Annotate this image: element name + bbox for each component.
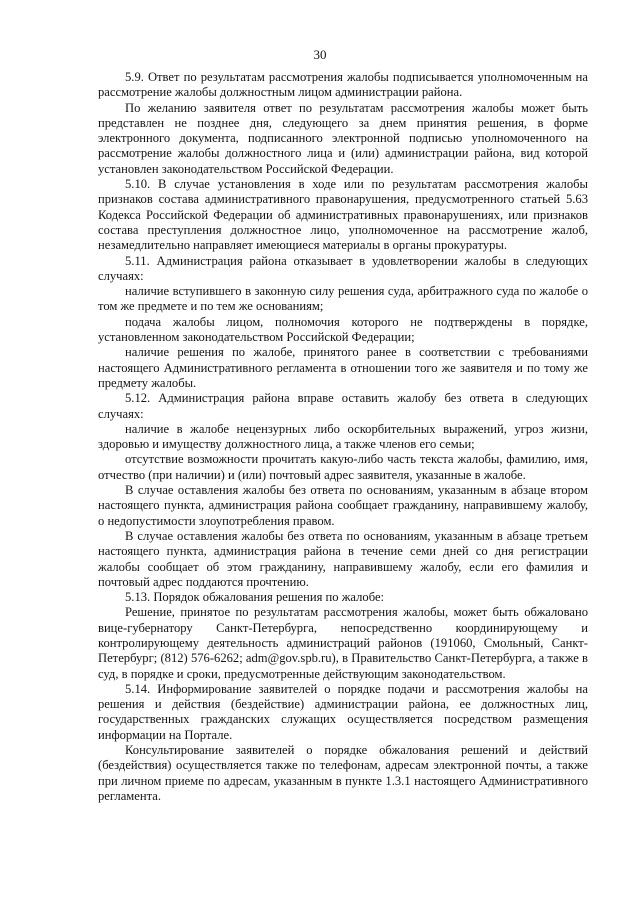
paragraph-refusal-prior-decision: наличие решения по жалобе, принятого ранее в соответствии с требованиями настоящего Административного регламента в отношении того же заявителя и по тому же предмету жалобы. (98, 345, 588, 390)
paragraph-refusal-court-decision: наличие вступившего в законную силу решения суда, арбитражного суда по жалобе о том же предмете и по тем же основаниям; (98, 284, 588, 314)
paragraph-abuse-of-right-notice: В случае оставления жалобы без ответа по основаниям, указанным в абзаце втором настоящего пункта, администрация района сообщает гражданину, направившему жалобу, о недопустимости злоупотребления правом. (98, 483, 588, 528)
paragraph-5-12: 5.12. Администрация района вправе оставить жалобу без ответа в следующих случаях: (98, 391, 588, 421)
paragraph-refusal-unauthorized: подача жалобы лицом, полномочия которого не подтверждены в порядке, установленном законодательством Российской Федерации; (98, 314, 588, 345)
paragraph-electronic-response: По желанию заявителя ответ по результатам рассмотрения жалобы может быть представлен не позднее дня, следующего за днем принятия решения, в форме электронного документа, подписанного электронной подписью уполномоченного на рассмотрение жалобы должностного лица и (или) администрации района, вид которой установлен законодательством Российской Федерации. (98, 100, 588, 176)
page-number: 30 (313, 47, 327, 62)
paragraph-appeal-procedure: Решение, принятое по результатам рассмотрения жалобы, может быть обжаловано вице-губернатору Санкт-Петербурга, непосредственно координирующему и контролирующему деятельность администраций районов (191060, Смольный, Санкт-Петербург; (812) 576-6262; adm@gov.spb.ru), в Правительство Санкт-Петербурга, а также в суд, в порядке и сроки, предусмотренные действующим законодательством. (98, 605, 588, 681)
paragraph-unreadable-text: отсутствие возможности прочитать какую-либо часть текста жалобы, фамилию, имя, отчество (при наличии) и (или) почтовый адрес заявителя, указанные в жалобе. (98, 452, 588, 482)
paragraph-5-13: 5.13. Порядок обжалования решения по жалобе: (125, 590, 385, 605)
paragraph-5-9: 5.9. Ответ по результатам рассмотрения жалобы подписывается уполномоченным на рассмотрение жалобы должностным лицом администрации района. (98, 70, 588, 100)
paragraph-unreadable-notice: В случае оставления жалобы без ответа по основаниям, указанным в абзаце третьем настоящего пункта, администрация района в течение семи дней со дня регистрации жалобы сообщает об этом гражданину, направившему жалобу, если его фамилия и почтовый адрес поддаются прочтению. (98, 528, 588, 589)
paragraph-5-14: 5.14. Информирование заявителей о порядке подачи и рассмотрения жалобы на решения и действия (бездействие) администрации района, ее должностных лиц, государственных гражданских служащих осуществляется посредством размещения информации на Портале. (98, 681, 588, 742)
paragraph-obscene-language: наличие в жалобе нецензурных либо оскорбительных выражений, угроз жизни, здоровью и имуществу должностного лица, а также членов его семьи; (98, 421, 588, 452)
document-body (98, 70, 588, 804)
paragraph-5-11: 5.11. Администрация района отказывает в удовлетворении жалобы в следующих случаях: (98, 253, 588, 283)
paragraph-5-10: 5.10. В случае установления в ходе или по результатам рассмотрения жалобы признаков состава административного правонарушения, предусмотренного статьей 5.63 Кодекса Российской Федерации об административных правонарушениях, или признаков состава преступления должностное лицо, уполномоченное на рассмотрение жалоб, незамедлительно направляет имеющиеся материалы в органы прокуратуры. (98, 177, 588, 253)
paragraph-consultation: Консультирование заявителей о порядке обжалования решений и действий (бездействия) осуществляется также по телефонам, адресам электронной почты, а также при личном приеме по адресам, указанным в пункте 1.3.1 настоящего Административного регламента. (98, 743, 588, 803)
